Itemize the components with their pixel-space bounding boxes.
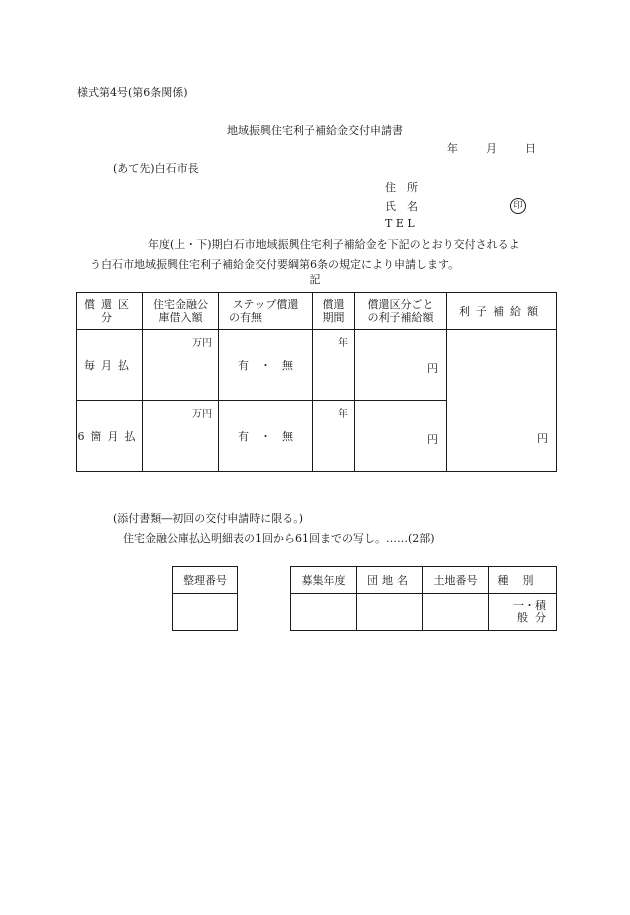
document-title: 地域振興住宅利子補給金交付申請書	[227, 124, 403, 137]
applicant-name-label: 氏 名	[385, 200, 418, 213]
attachments-item: 住宅金融公庫払込明細表の1回から61回までの写し。……(2部)	[123, 532, 435, 545]
date-month: 月	[486, 142, 497, 155]
seiri-header: 整理番号	[173, 567, 238, 594]
applicant-tel-label: T E L	[385, 217, 415, 230]
form-number: 様式第4号(第6条関係)	[77, 86, 188, 99]
kind-options: 一・積 般 分	[513, 599, 546, 624]
addressee: (あて先)白石市長	[113, 162, 199, 175]
row-monthly-period: 年	[313, 330, 355, 401]
row-semiannual-step: 有 ・ 無	[219, 401, 313, 472]
date-line	[447, 143, 536, 154]
seiri-table	[172, 566, 238, 631]
row-semiannual-subsidy: 円	[355, 401, 447, 472]
header-loan: 住宅金融公 庫借入額	[143, 293, 219, 330]
office-year-value	[291, 594, 357, 631]
row-monthly-step: 有 ・ 無	[219, 330, 313, 401]
office-lot-value	[423, 594, 489, 631]
header-period: 償還 期間	[313, 293, 355, 330]
header-subsidy-total: 利子補給額	[447, 293, 557, 330]
office-kind-value	[489, 594, 557, 631]
ki-heading: 記	[309, 273, 321, 286]
office-danchi-value	[357, 594, 423, 631]
seal-mark: 印	[510, 198, 526, 214]
seiri-value	[173, 594, 238, 631]
office-year-header: 募集年度	[291, 567, 357, 594]
subsidy-table	[76, 292, 557, 472]
header-step: ステップ償還 の有無	[219, 293, 313, 330]
office-danchi-header: 団地名	[357, 567, 423, 594]
header-subsidy-by-category: 償還区分ごと の利子補給額	[355, 293, 447, 330]
row-monthly-category: 毎月払	[77, 330, 143, 401]
attachments-heading: (添付書類―初回の交付申請時に限る。)	[113, 512, 304, 525]
body-text-line2: う白石市地域振興住宅利子補給金交付要綱第6条の規定により申請します。	[90, 258, 460, 271]
row-semiannual-period: 年	[313, 401, 355, 472]
row-semiannual-category: 6箇月払	[77, 401, 143, 472]
subsidy-total-cell: 円	[447, 330, 557, 472]
header-category: 償還区分	[77, 293, 143, 330]
office-kind-header: 種別	[489, 567, 557, 594]
row-monthly-loan: 万円	[143, 330, 219, 401]
office-lot-header: 土地番号	[423, 567, 489, 594]
body-text-line1: 年度(上・下)期白石市地域振興住宅利子補給金を下記のとおり交付されるよ	[148, 238, 520, 251]
row-semiannual-loan: 万円	[143, 401, 219, 472]
row-monthly-subsidy: 円	[355, 330, 447, 401]
applicant-address-label: 住 所	[385, 181, 418, 194]
date-year: 年	[447, 142, 458, 155]
office-table	[290, 566, 557, 631]
date-day: 日	[525, 142, 536, 155]
